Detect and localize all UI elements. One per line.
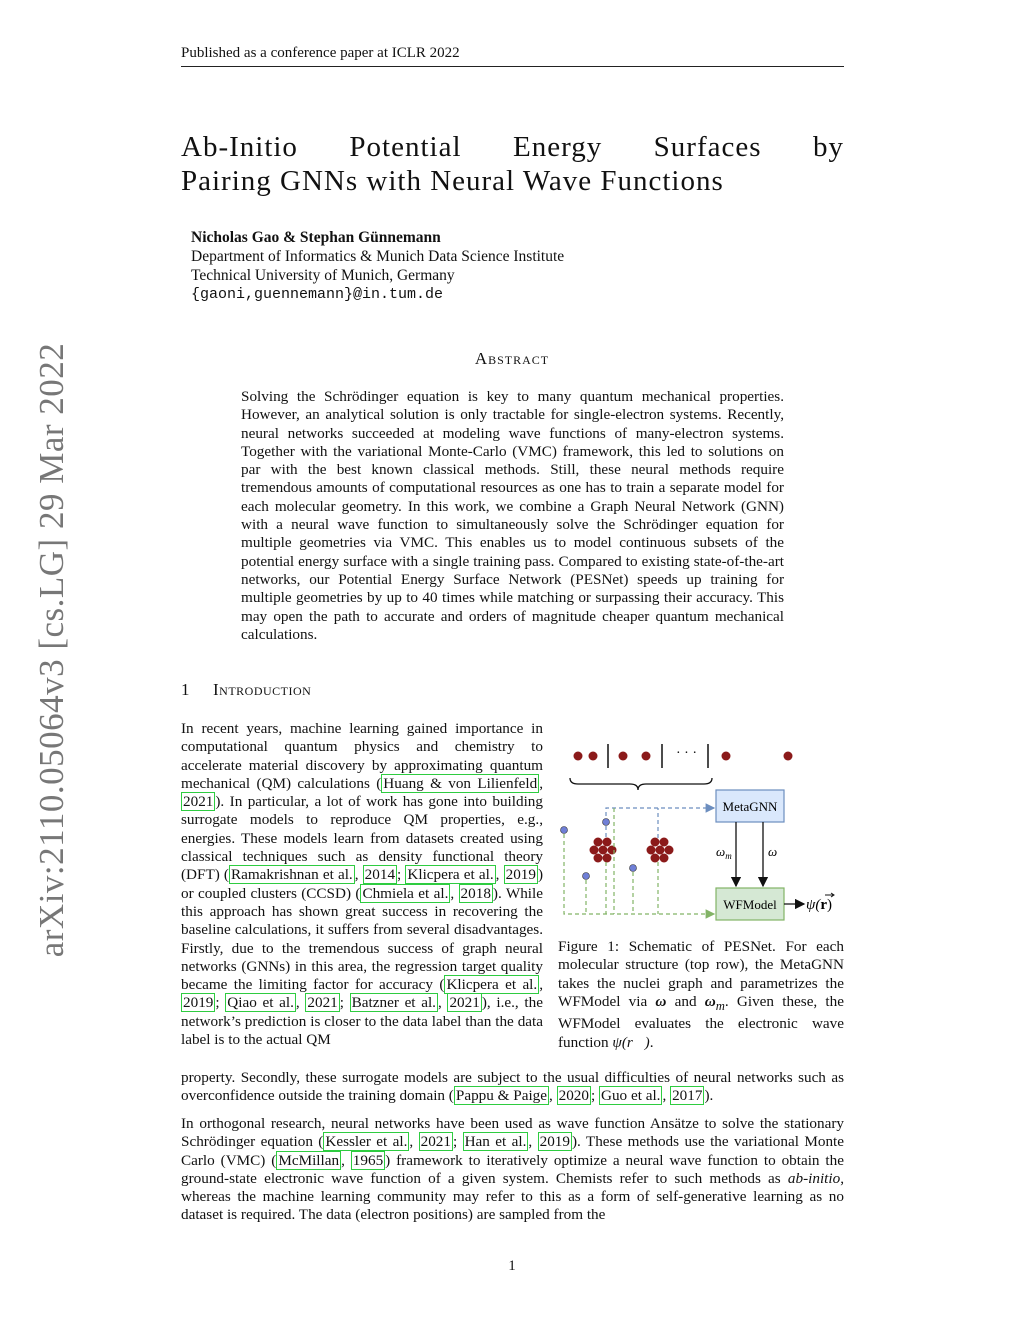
text-run: and [666,992,705,1010]
text-run: ). [704,1087,714,1105]
citation-link[interactable]: 2020 [558,1087,589,1105]
text-run: ) framework to iteratively optimize a neural wave function to obtain the ground-state electronic wave function of a given system. Chemists refer to such methods as [181,1151,844,1187]
math-omega: ω [655,992,667,1010]
abstract-heading: Abstract [474,349,550,368]
text-run: , [549,1087,557,1105]
citation-link[interactable]: 2019 [539,1133,570,1151]
text-run: ; [397,866,406,884]
text-run: In recent years, machine learning gained importance in computational quantum physics and chemistry to accelerate material discovery by approximating quantum mechanical (QM) calculations ( [181,720,543,792]
wfmodel-label: WFModel [723,897,777,912]
text-run: , [450,884,459,902]
text-run: , whereas the machine learning community may refer to this as a form of self-generative learning as no dataset is required. The data (electron positions) are sampled from the [181,1169,844,1224]
text-run: , [437,994,448,1012]
running-header: Published as a conference paper at ICLR 2022 [181,45,844,67]
text-run: , [295,994,306,1012]
nucleus-icon [619,752,628,761]
author-department: Department of Informatics & Munich Data Science Institute [191,248,565,265]
emphasis-text: ab-initio [787,1169,841,1187]
curly-brace [570,778,712,790]
citation-link[interactable]: 1965 [352,1151,384,1169]
citation-link[interactable]: 2019 [183,994,214,1012]
citation-link[interactable]: Qiao et al. [227,994,294,1012]
citation-link[interactable]: 2018 [460,884,491,902]
text-run: , [495,866,504,884]
nucleus-cluster [590,838,617,863]
math-subscript: m [715,998,725,1013]
metagnn-label: MetaGNN [722,799,778,814]
text-run: ; [215,994,226,1012]
citation-link[interactable]: 2014 [364,866,396,884]
math-omega-m: ω [704,992,716,1010]
ellipsis: · · · [676,746,697,761]
author-names: Nicholas Gao & Stephan Günnemann [191,229,441,246]
text-run: . [649,1033,654,1051]
omega-m-label: $\omega_m$ [716,844,732,861]
text-run: , [409,1133,419,1151]
nucleus-icon [722,752,731,761]
citation-link[interactable]: Ramakrishnan et al. [231,866,353,884]
electron-icon [630,865,637,872]
electron-icon [603,819,610,826]
electron-icon [561,827,568,834]
citation-link[interactable]: Pappu & Paige [455,1087,547,1105]
text-run: ), i.e., the network’s prediction is closer to the data label than the data label is to the actual QM [181,994,543,1049]
citation-link[interactable]: 2021 [420,1133,451,1151]
citation-link[interactable]: 2019 [505,866,536,884]
citation-link[interactable]: Han et al. [464,1133,527,1151]
citation-link[interactable]: 2021 [449,994,480,1012]
title-line-1: Ab-Initio Potential Energy Surfaces by [181,131,844,163]
author-block [191,228,564,304]
section-number: 1 [181,680,190,699]
intro-paragraph-2 [181,1115,844,1225]
intro-paragraph-1 [181,720,543,1049]
section-heading-introduction [181,680,311,700]
text-run: , [528,1133,538,1151]
text-run: ). While this approach has shown great success in recovering the baseline calculations, it suffers from several disadvantages. Firstly, due to the tremendous success of graph neural networks (GNNs) in this area, the regression target quality became the limiting factor for accuracy ( [181,884,543,994]
text-run: , [662,1087,671,1105]
text-run: ; [452,1133,463,1151]
text-run: Figure 1: Schematic of PESNet. For each molecular structure (top row), the MetaGNN takes the nuclei graph and parametrizes the WFModel via [558,938,844,1010]
text-run: ) or coupled clusters (CCSD) ( [181,866,544,902]
author-email[interactable]: {gaoni,guennemann}@in.tum.de [191,286,444,303]
paper-title [181,130,844,198]
text-run: , [341,1151,351,1169]
schematic-diagram [558,738,844,928]
page-number: 1 [508,1258,516,1274]
nucleus-icon [642,752,651,761]
arxiv-id: arXiv:2110.05064v3 [cs.LG] 29 Mar 2022 [32,342,71,958]
text-run: , [354,866,363,884]
text-run: property. Secondly, these surrogate models are subject to the usual difficulties of neural networks such as overconfidence outside the training domain ( [181,1069,844,1105]
nucleus-cluster [647,838,674,863]
text-run: ). In particular, a lot of work has gone into building surrogate models to reproduce QM properties, e.g., energies. These models learn from datasets created using classical techniques such as density functional theory (DFT) ( [181,793,543,884]
citation-link[interactable]: Klicpera et al. [407,866,494,884]
text-run: ). These methods use the variational Monte Carlo (VMC) ( [181,1133,844,1169]
nucleus-icon [574,752,583,761]
abstract-text: Solving the Schrödinger equation is key to many quantum mechanical properties. However, an analytical solution is only tractable for single-electron systems. Recently, neural networks succeeded at modeling wave functions of many-electron systems. Together with the variational Monte-Carlo (VMC) framework, this led to solutions on par with the best known classical methods. Still, these neural methods require tremendous amounts of computational resources as one has to train a separate model for each molecular geometry. In this work, we combine a Graph Neural Network (GNN) with a neural wave function to simultaneously solve the Schrödinger equation for multiple geometries via VMC. This enables us to model continuous subsets of the potential energy surface with a single training pass. Compared to existing state-of-the-art networks, our Potential Energy Surface Network (PESNet) speeds up training for multiple geometries by up to 40 times while matching or surpassing their accuracy. This may open the path to accurate and orders of magnitude cheaper quantum mechanical calculations. [241,388,784,643]
psi-output: ψ(r) [806,897,832,913]
omega-label: ω [768,844,778,859]
text-run: , [539,976,543,994]
nuclei-edge [606,808,714,844]
citation-link[interactable]: Guo et al. [601,1087,661,1105]
text-run: , [539,774,543,792]
title-line-2: Pairing GNNs with Neural Wave Functions [181,165,724,197]
citation-link[interactable]: Huang & von Lilienfeld [383,774,538,792]
citation-link[interactable]: Chmiela et al. [362,884,449,902]
section-title: Introduction [213,680,312,699]
math-psi: ψ(r⃗) [612,1033,650,1051]
figure-caption [558,938,844,1052]
citation-link[interactable]: 2021 [183,793,214,811]
nucleus-icon [589,752,598,761]
citation-link[interactable]: Kessler et al. [325,1133,408,1151]
text-run: ; [339,994,350,1012]
text-run: ; [590,1087,599,1105]
text-run: . Given these, the WFModel evaluates the electronic wave function [558,992,844,1051]
citation-link[interactable]: 2017 [672,1087,703,1105]
citation-link[interactable]: McMillan [278,1151,340,1169]
text-run: In orthogonal research, neural networks have been used as wave function Ansätze to solve the stationary Schrödinger equation ( [181,1115,844,1151]
author-university: Technical University of Munich, Germany [191,267,455,284]
electron-icon [583,873,590,880]
intro-paragraph-1-continued [181,1069,844,1106]
molecule-row [574,744,793,768]
citation-link[interactable]: Klicpera et al. [446,976,538,994]
citation-link[interactable]: 2021 [307,994,338,1012]
figure-pesnet-schematic [558,738,844,928]
citation-link[interactable]: Batzner et al. [351,994,436,1012]
nucleus-icon [784,752,793,761]
